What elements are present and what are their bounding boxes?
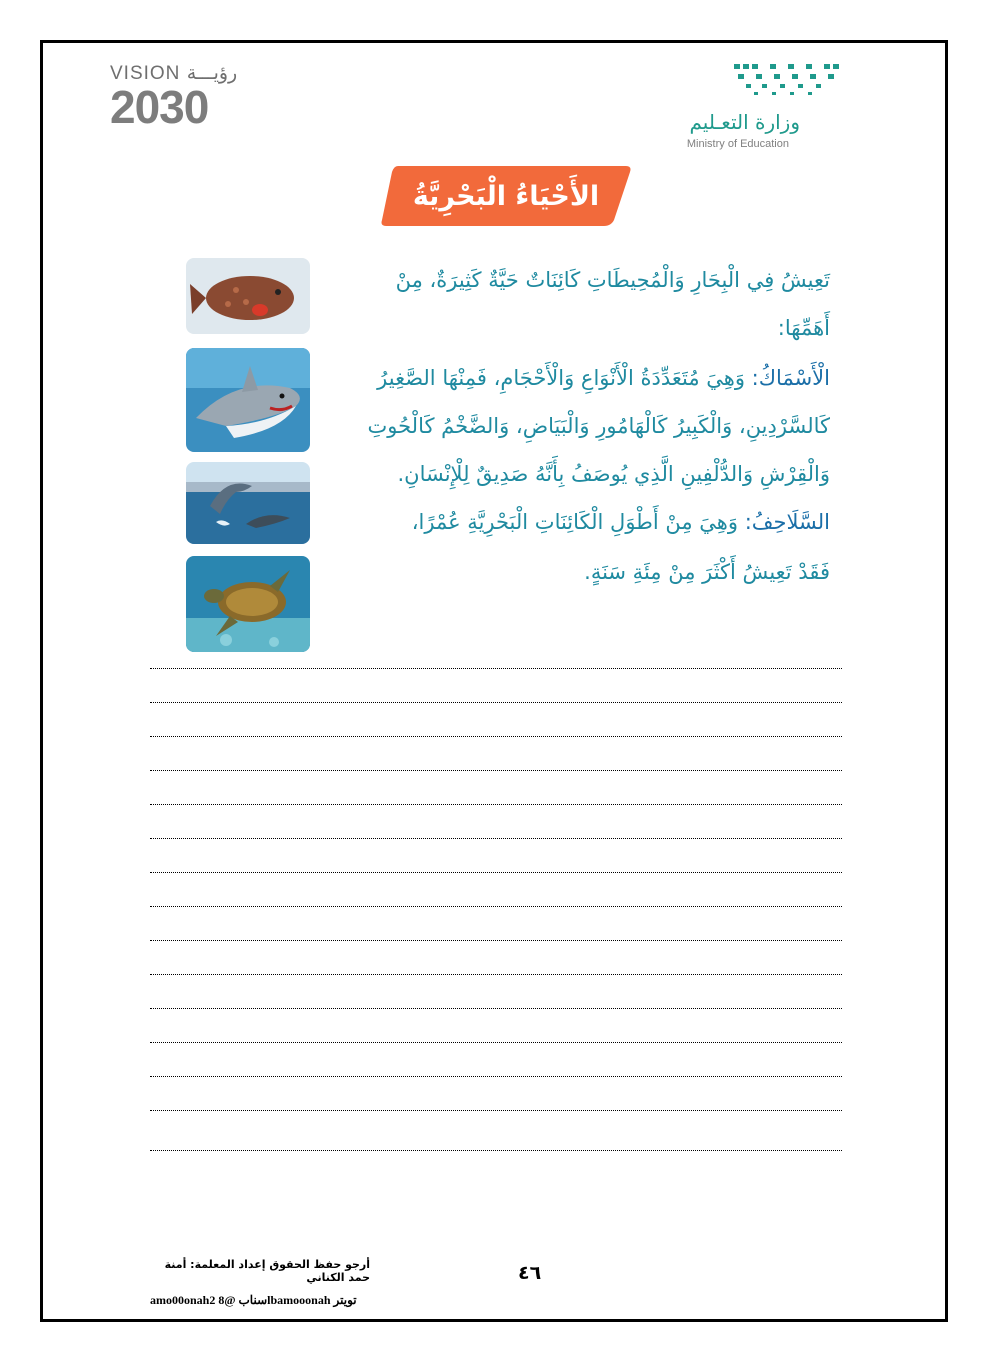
- writing-line[interactable]: [150, 1008, 842, 1009]
- writing-line[interactable]: [150, 1150, 842, 1151]
- ministry-of-education-logo: [680, 60, 845, 155]
- paragraph-line-3: [377, 366, 830, 390]
- grouper-fish-photo: [186, 258, 310, 334]
- page-title: الأَحْيَاءُ الْبَحْرِيَّةُ: [412, 180, 600, 212]
- vision-text: VISION رؤيـــة: [110, 63, 238, 84]
- writing-line[interactable]: [150, 770, 842, 771]
- page-number: ٤٦: [518, 1262, 542, 1284]
- writing-line[interactable]: [150, 1110, 842, 1111]
- writing-line[interactable]: [150, 974, 842, 975]
- turtle-term: السَّلَاحِفُ:: [744, 510, 830, 534]
- footer-social: amo00onah2 سناب @8lbamooonah تويتر: [150, 1293, 357, 1307]
- writing-line[interactable]: [150, 804, 842, 805]
- fish-description: وَهِيَ مُتَعَدِّدَةُ الْأَنْوَاعِ وَالْأَحْجَامِ، فَمِنْهَا الصَّغِيرُ: [377, 366, 745, 390]
- paragraph-line-7: فَقَدْ تَعِيشُ أَكْثَرَ مِنْ مِئَةِ سَنَةٍ.: [584, 560, 830, 584]
- fish-term: الْأَسْمَاكُ:: [751, 366, 830, 390]
- writing-line[interactable]: [150, 1042, 842, 1043]
- writing-line[interactable]: [150, 736, 842, 737]
- writing-line[interactable]: [150, 838, 842, 839]
- paragraph-line-2: أَهَمِّهَا:: [777, 316, 830, 340]
- writing-line[interactable]: [150, 906, 842, 907]
- ministry-english-name: Ministry of Education: [686, 138, 789, 150]
- paragraph-line-6: [412, 510, 830, 534]
- paragraph-line-4: كَالسَّرْدِينِ، وَالْكَبِيرُ كَالْهَامُورِ وَالْبَيَاضِ، وَالضَّخْمُ كَالْحُوتِ: [367, 414, 830, 438]
- writing-line[interactable]: [150, 940, 842, 941]
- ministry-dots-icon: [732, 60, 844, 102]
- writing-line[interactable]: [150, 872, 842, 873]
- paragraph-line-5: وَالْقِرْشِ وَالدُّلْفِينِ الَّذِي يُوصَفُ بِأَنَّهُ صَدِيقٌ لِلْإِنْسَانِ.: [397, 462, 830, 486]
- title-banner: [380, 164, 632, 228]
- dolphins-photo: [186, 462, 310, 544]
- paragraph-line-1: تَعِيشُ فِي الْبِحَارِ وَالْمُحِيطَاتِ كَائِنَاتٌ حَيَّةٌ كَثِيرَةٌ، مِنْ: [395, 268, 830, 292]
- vision-year: 2030: [110, 81, 209, 133]
- footer-credit: أرجو حفظ الحقوق إعداد المعلمة: أمنة حمد الكناني: [164, 1258, 370, 1284]
- shark-photo: [186, 348, 310, 452]
- vision-2030-logo: [110, 62, 270, 133]
- ministry-arabic-name: وزارة التعـليم: [689, 110, 800, 134]
- turtle-description: وَهِيَ مِنْ أَطْوَلِ الْكَائِنَاتِ الْبَحْرِيَّةِ عُمْرًا،: [411, 510, 739, 534]
- writing-line[interactable]: [150, 668, 842, 669]
- page-border: [40, 40, 948, 1322]
- writing-line[interactable]: [150, 1076, 842, 1077]
- sea-turtle-photo: [186, 556, 310, 652]
- writing-line[interactable]: [150, 702, 842, 703]
